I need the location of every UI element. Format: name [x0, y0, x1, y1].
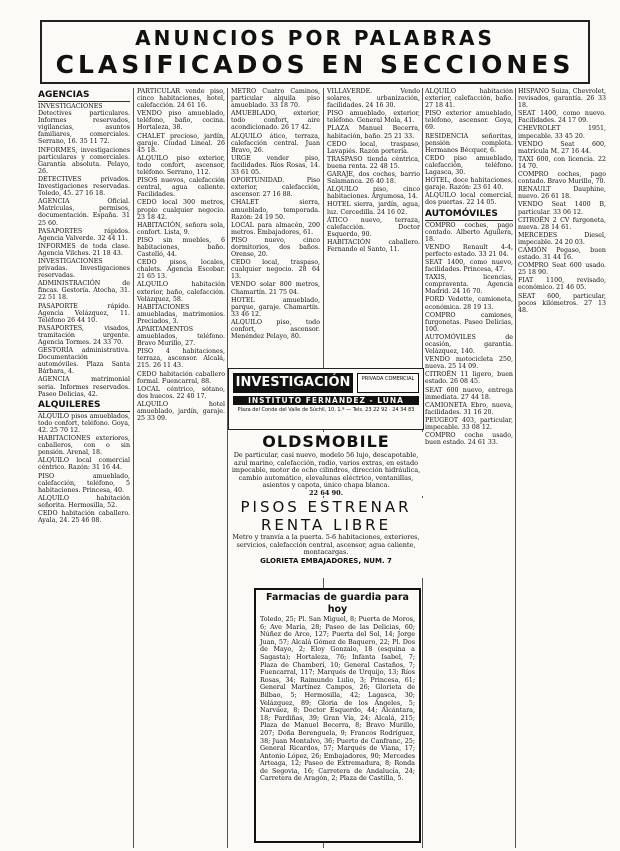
classified-ad: INFORMES, investigaciones particulares y comerciales. Garantía absoluta. Pelayo, 26. [38, 146, 130, 175]
classified-ad: ÁTICO nuevo, terraza, calefacción. Doctor Esquerdo, 90. [327, 216, 420, 238]
classified-ad: AMUEBLADO, exterior, todo confort, aire acondicionado. 26 17 42. [231, 110, 320, 132]
classified-ad: GESTORÍA administrativa. Documentación automóviles. Plaza Santa Bárbara, 4. [38, 347, 130, 376]
classified-ad: VENDO piso amueblado, teléfono, baño, cocina. Hortaleza, 38. [137, 110, 225, 132]
classified-ad: FIAT 1100, revisado, económico. 21 46 05. [518, 277, 606, 292]
classified-ad: PASAPORTES rápidos. Agencia Valverde. 32 44 11. [38, 227, 130, 242]
classified-ad: HABITACIÓN, señora sola, confort. Lista, 9. [137, 221, 225, 236]
classified-ad: CEDO local 300 metros, propio cualquier negocio. 23 18 42. [137, 199, 225, 221]
classified-ad: ALQUILO pisos amueblados, todo confort, teléfono. Goya, 42. 25 70 12. [38, 412, 130, 434]
farmacias-title: Farmacias de guardia para hoy [266, 592, 409, 615]
oldsmobile-ad [228, 432, 424, 496]
classified-ad: APARTAMENTOS amueblados, teléfono. Bravo Murillo, 27. [137, 326, 225, 348]
classified-ad: CHALET sierra, amueblado, temporada. Razón: 24 19 50. [231, 199, 320, 221]
investigacion-label: INVESTIGACIÓN [233, 373, 353, 393]
header-title-line-1: ANUNCIOS POR PALABRAS [135, 26, 495, 50]
classified-ad: ALQUILO hotel amueblado, jardín, garaje. 25 33 09. [137, 400, 225, 423]
classified-ad: PISO exterior amueblado, teléfono, ascensor. Goya, 69. [425, 110, 513, 132]
classified-ad: INVESTIGACIONES Detectives particulares. Informes reservados, vigilancias, asuntos familiares, comerciales. Serrano, 16. 35 11 72. [38, 103, 130, 146]
classified-ad: AGENCIA matrimonial seria. Informes reservados. Paseo Delicias, 42. [38, 376, 130, 398]
classified-ad: VENDO motocicleta 250, nueva. 25 14 09. [425, 356, 513, 371]
classified-header [40, 20, 590, 84]
header-title-line-2: CLASIFICADOS EN SECCIONES [55, 50, 575, 79]
classified-ad: CAMIONETA Ebro, nueva, facilidades. 31 16 20. [425, 401, 513, 416]
classified-ad: ALQUILO ático, terraza, calefacción central. Juan Bravo, 26. [231, 132, 320, 154]
classified-ad: COMPRO camiones, furgonetas. Paseo Delicias, 100. [425, 311, 513, 333]
classified-ad: ALQUILO habitación señorita. Hermosilla, 52. [38, 494, 130, 509]
classified-ad: VENDO solar 800 metros, Chamartín. 21 75 04. [231, 281, 320, 296]
classified-ad: PISO amueblado, calefacción, teléfono, 5 habitaciones. Princesa, 40. [38, 472, 130, 494]
classified-ad: ALQUILO piso, todo confort, ascensor. Menéndez Pelayo, 80. [231, 318, 320, 341]
investigacion-details: Plaza del Conde del Valle de Súchil, 10, 1.º — Tels. 23 22 92 · 24 34 83 [237, 407, 415, 413]
classified-ad: SEAT 600 nuevo, entrega inmediata. 27 44 18. [425, 386, 513, 401]
classified-ad: MERCEDES Diesel, impecable. 24 20 03. [518, 231, 606, 246]
classified-ad: CITROËN 2 CV furgoneta, nueva. 28 14 61. [518, 216, 606, 231]
classified-ad: DETECTIVES privados. Investigaciones reservadas. Toledo, 45. 27 16 18. [38, 175, 130, 198]
column-5 [425, 88, 513, 848]
column-1 [38, 88, 130, 848]
classified-ad: HABITACIÓN caballero. Fernando el Santo, 11. [327, 238, 420, 253]
classified-ad: HOTEL amueblado, parque, garaje. Chamartín. 33 46 12. [231, 296, 320, 318]
pisos-title-2: RENTA LIBRE [260, 516, 392, 534]
classified-ad: HISPANO Suiza, Chevrolet, revisados, garantía. 26 33 18. [518, 88, 606, 110]
classified-ad: VILLAVERDE. Vendo solares, urbanización, facilidades. 24 16 30. [327, 88, 420, 110]
column-6 [518, 88, 606, 848]
classified-ad: VENDO Seat 1400 B, particular. 33 06 12. [518, 201, 606, 216]
column-3 [231, 88, 320, 364]
classified-ad: TRASPASO tienda céntrica, buena renta. 22 48 15. [327, 155, 420, 170]
section-heading: ALQUILERES [38, 400, 130, 412]
classified-ad: PISO nuevo, cinco dormitorios, dos baños. Orense, 20. [231, 236, 320, 259]
farmacias-box [254, 588, 421, 843]
classified-ad: URGE vender piso, facilidades. Ríos Rosas, 14. 33 61 05. [231, 154, 320, 177]
classified-ad: TAXI 600, con licencia. 22 14 70. [518, 155, 606, 170]
classified-ad: LOCAL para almacén, 200 metros. Embajadores, 61. [231, 221, 320, 236]
classified-ad: HABITACIONES amuebladas, matrimonios. Preciados, 3. [137, 303, 225, 325]
investigacion-ad [228, 368, 424, 430]
classified-ad: CEDO habitación caballero. Ayala, 24. 25 46 08. [38, 509, 130, 525]
oldsmobile-body: De particular, casi nuevo, modelo 56 lujo, descapotable, azul marino, calefacción, radio, varios extras, en estado impecable, motor de ocho cilindros, dirección hidráulica, cambio automático, elevalunas eléctrico, ventanillas, asientos y capota, único chapa blanca. [231, 451, 421, 489]
classified-ad: METRO Cuatro Caminos, particular alquila piso amueblado. 33 18 70. [231, 88, 320, 110]
classified-ad: ALQUILO piso exterior, todo confort, ascensor, teléfono. Serrano, 112. [137, 154, 225, 177]
classified-ad: AUTOMÓVILES de ocasión, garantía. Velázquez, 140. [425, 333, 513, 356]
classified-ad: ALQUILO habitación exterior, baño, calefacción. Velázquez, 58. [137, 281, 225, 303]
classified-ad: HOTEL, doce habitaciones, garaje. Razón: 23 61 40. [425, 177, 513, 192]
classified-ad: HOTEL sierra, jardín, agua, luz. Cercedilla. 24 16 02. [327, 201, 420, 216]
pisos-title-1: PISOS ESTRENAR [240, 498, 412, 516]
column-2 [137, 88, 225, 848]
classified-ad: VENDO Renault 4-4, perfecto estado. 33 21 04. [425, 243, 513, 258]
classified-ad: CITROËN 11 ligero, buen estado. 26 08 45. [425, 371, 513, 386]
pisos-body: Metro y tranvía a la puerta. 5-6 habitaciones, exteriores, servicios, calefacción central, ascensor, agua caliente, montacargas. [232, 533, 420, 556]
oldsmobile-title: OLDSMOBILE [262, 432, 390, 451]
investigacion-institute: INSTITUTO FERNÁNDEZ - LUNA [233, 396, 419, 405]
classified-ad: COMPRO coches, pago contado. Alberto Aguilera, 18. [425, 221, 513, 243]
classified-ad: ALQUILO habitación exterior, calefacción, baño. 27 18 41. [425, 88, 513, 110]
classified-ad: PISO 4 habitaciones, terraza, ascensor. Alcalá, 215. 26 11 43. [137, 348, 225, 370]
pisos-address: GLORIETA EMBAJADORES, NUM. 7 [260, 556, 392, 565]
classified-ad: CEDO local, traspaso, Lavapiés. Razón portería. [327, 140, 420, 155]
classified-ad: SEAT 1400, como nuevo. Facilidades. 24 17 09. [518, 110, 606, 125]
section-heading: AGENCIAS [38, 90, 130, 102]
classified-ad: CEDO piso amueblado, calefacción, teléfono. Lagasca, 30. [425, 154, 513, 177]
classified-ad: RENAULT Dauphine, nuevo. 26 61 18. [518, 186, 606, 201]
classified-ad: PASAPORTE rápido. Agencia Velázquez, 11. Teléfono 26 44 10. [38, 302, 130, 324]
classified-ad: PEUGEOT 403, particular, impecable. 33 08 12. [425, 416, 513, 432]
classified-ad: ALQUILO local comercial, dos puertas. 22 14 05. [425, 192, 513, 207]
classified-ad: PISO amueblado, exterior, teléfono. General Mola, 41. [327, 110, 420, 125]
classified-ad: SEAT 1400, como nuevo, facilidades. Princesa, 47. [425, 258, 513, 274]
classified-ad: CHEVROLET 1951, impecable. 33 45 20. [518, 125, 606, 140]
classified-ad: COMPRO coches, pago contado. Bravo Murillo, 70. [518, 171, 606, 186]
classified-ad: LOCAL céntrico, sótano, dos huecos. 22 40 17. [137, 385, 225, 400]
classified-ad: ALQUILO piso, cinco habitaciones. Argumosa, 14. [327, 186, 420, 201]
classified-ad: ALQUILO local comercial céntrico. Razón: 31 16 44. [38, 457, 130, 472]
classified-ad: COMPRO Seat 600 usado. 25 18 90. [518, 262, 606, 277]
classified-ad: OPORTUNIDAD. Piso exterior, calefacción, ascensor. 27 16 88. [231, 177, 320, 199]
classified-ad: RESIDENCIA señoritas, pensión completa. Hermanos Bécquer, 6. [425, 132, 513, 154]
section-heading: AUTOMÓVILES [425, 209, 513, 221]
classified-ad: PASAPORTES, visados, tramitación urgente. Agencia Tormes. 24 33 70. [38, 324, 130, 346]
classified-ad: CEDO pisos, locales, chalets. Agencia Escobar. 21 65 13. [137, 259, 225, 281]
classified-ad: GARAJE, dos coches, barrio Salamanca. 26 40 18. [327, 171, 420, 186]
classified-ad: CAMIÓN Pegaso, buen estado. 31 44 16. [518, 246, 606, 262]
classified-ad: CEDO habitación caballero formal. Fuencarral, 88. [137, 370, 225, 385]
farmacias-list: Toledo, 25; Pl. San Miguel, 8; Puerta de Moros, 6; Ave María, 28; Paseo de las Delicias, 60; Núñez de Arce, 127; Puerta del Sol, 14; Jorge Juan, 57; Alcalá Gómez de Baquero, 22; Pl. Dos de Mayo, 2; Eloy Gonzalo, 18 (esquina a Sagasta); Hortaleza, 76; Infanta Isabel, 7; Plaza de Chamberí, 10; General Castaños, 7; Fuencarral, 117; Marqués de Urquijo, 13; Ríos Rosas, 34; Raimundo Lulio, 3; Princesa, 61; General Martínez Campos, 26; Glorieta de Bilbao, 5; Hermosilla, 42; Lagasca, 30; Velázquez, 89; Gloria de los Ángeles, 5; Narváez, 8; Doctor Esquerdo, 44; Alcántara, 18; Pardiñas, 39; Gran Vía, 24; Alcalá, 215; Plaza de Manuel Becerra, 8; Bravo Murillo, 207; Doña Berenguela, 9; Francos Rodríguez, 38; Juan Montalvo, 36; Puerto de Canfranc, 25; General Ricardos, 57; Marqués de Viana, 17; Antonio López, 26; Embajadores, 90; Mercedes Arteaga, 12; Paseo de Extremadura, 8; Ronda de Segovia, 16; Carretera de Andalucía, 24; Carretera de Aragón, 2; Plaza de Castilla, 5. [260, 615, 415, 783]
column-divider [133, 88, 134, 848]
classified-ad: FORD Vedette, camioneta, económica. 28 19 13. [425, 296, 513, 311]
classified-ad: SEAT 600, particular, pocos kilómetros. 27 13 48. [518, 292, 606, 314]
classified-ad: PISO sin muebles, 6 habitaciones, baño. Castelló, 44. [137, 236, 225, 259]
classified-ad: COMPRO coche usado, buen estado. 24 61 33. [425, 432, 513, 447]
investigacion-logo: PRIVADA COMERCIAL [357, 373, 419, 393]
classified-ad: TAXIS, licencias, compraventa. Agencia Madrid. 24 16 70. [425, 274, 513, 296]
classified-ad: PARTICULAR vende piso, cinco habitaciones, hotel, calefacción. 24 61 16. [137, 88, 225, 110]
classified-ad: PLAZA Manuel Becerra, habitación, baño. 25 21 33. [327, 125, 420, 140]
column-divider [515, 88, 516, 848]
classified-ad: HABITACIONES exteriores, caballeros, con o sin pensión. Arenal, 18. [38, 435, 130, 457]
classified-ad: CEDO local, traspaso, cualquier negocio. 28 64 13. [231, 259, 320, 281]
classified-ad: ADMINISTRACIÓN de fincas. Gestoría. Atocha, 31. 22 51 18. [38, 280, 130, 302]
classified-ad: VENDO Seat 600, matrícula M. 27 16 44. [518, 140, 606, 155]
pisos-ad [228, 498, 424, 578]
classified-ad: INFORMES de toda clase. Agencia Vilches. 21 18 43. [38, 242, 130, 257]
classified-ad: AGENCIA Oficial. Matrículas, permisos, documentación. España. 31 25 60. [38, 198, 130, 227]
oldsmobile-phone: 22 64 90. [309, 488, 343, 497]
classified-ad: CHALET precioso, jardín, garaje. Ciudad Lineal. 26 45 18. [137, 132, 225, 154]
classified-ad: PISOS nuevos, calefacción central, agua caliente. Facilidades. [137, 177, 225, 199]
column-4 [327, 88, 420, 364]
classified-ad: INVESTIGACIONES privadas. Investigaciones reservadas. [38, 257, 130, 280]
